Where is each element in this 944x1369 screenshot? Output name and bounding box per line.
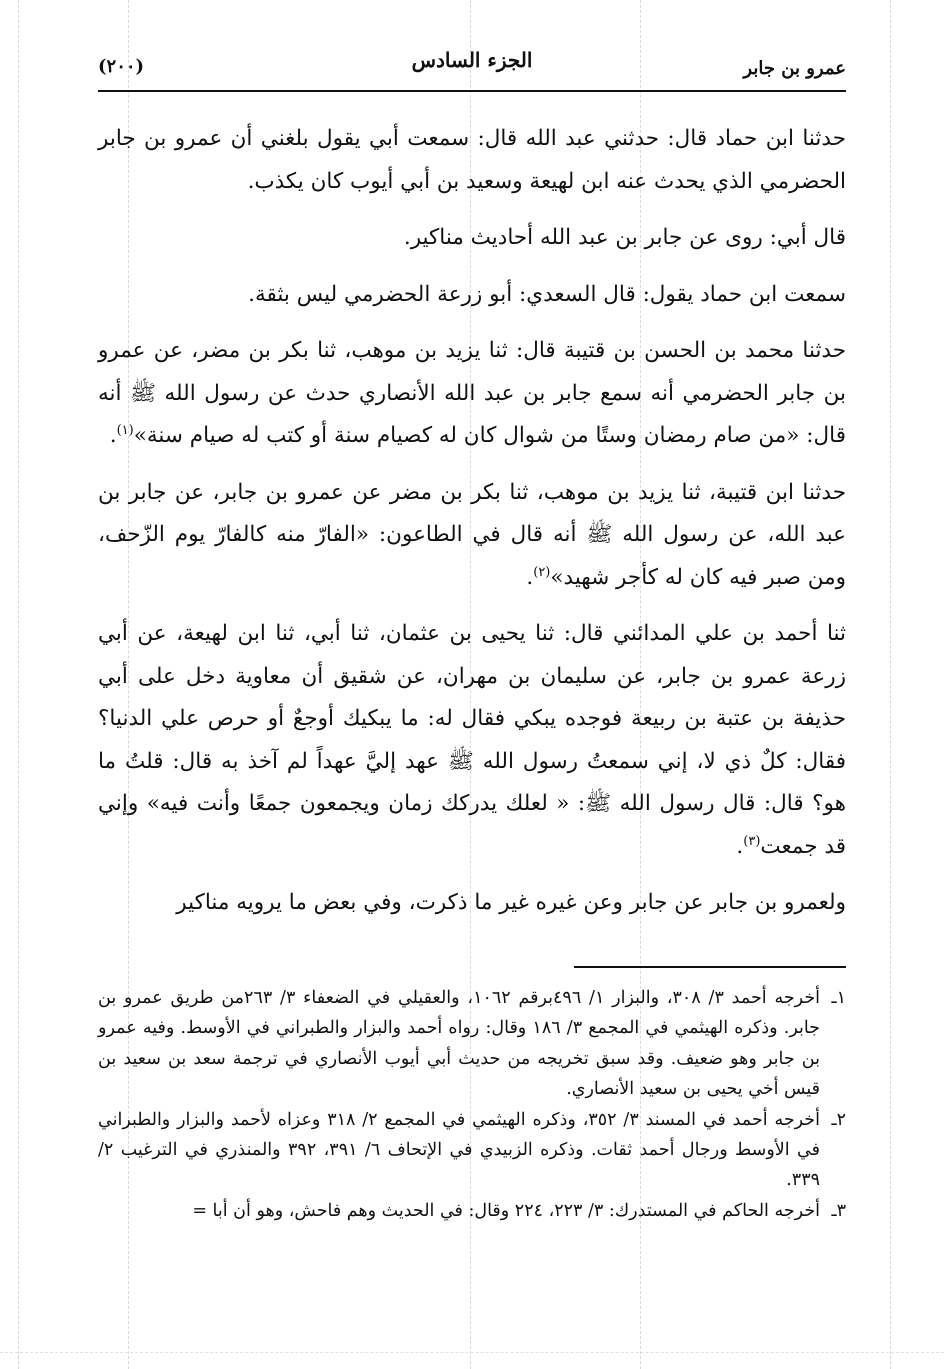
page-number: (٢٠٠) [98,56,145,77]
scan-guide [18,0,19,1369]
footnote [98,1105,846,1196]
paragraph: حدثنا ابن حماد قال: حدثني عبد الله قال: سمعت أبي يقول بلغني أن عمرو بن جابر الحضرمي الذي يحدث عنه ابن لهيعة وسعيد بن أبي أيوب كان يكذب. [98,126,846,194]
footnote [98,1196,846,1226]
scan-guide [890,0,891,1369]
header-rule [98,90,846,92]
running-head-section: عمرو بن جابر [743,58,846,79]
main-text [98,118,846,939]
footnote-number: ١ـ [831,988,846,1008]
paragraph: قال أبي: روى عن جابر بن عبد الله أحاديث مناكير. [403,225,846,250]
footnote-text: أخرجه أحمد ٣/ ٣٠٨، والبزار ١/ ٤٩٦برقم ١٠٦٢، والعقيلي في الضعفاء ٣/ ٢٦٣من طريق عمرو بن جابر. وذكره الهيثمي في المجمع ٣/ ١٨٦ وقال: رواه أحمد والبزار والطبراني في الأوسط. وفيه عمرو بن جابر وهو ضعيف. وقد سبق تخريجه من حديث أبي أيوب الأنصاري في ترجمة سعد بن سعيد بن قيس أخي يحيى بن سعيد الأنصاري. [98,988,821,1100]
footnote-number: ٢ـ [831,1109,846,1130]
paragraph: سمعت ابن حماد يقول: قال السعدي: أبو زرعة الحضرمي ليس بثقة. [248,281,846,307]
footnotes [98,983,846,1226]
footnote-text: أخرجه الحاكم في المستدرك: ٣/ ٢٢٣، ٢٢٤ وقال: في الحديث وهم فاحش، وهو أن أبا = [192,1200,820,1221]
page-header [98,48,846,88]
footnote-rule [574,966,846,968]
running-head-volume: الجزء السادس [411,48,533,72]
paragraph: ولعمرو بن جابر عن جابر وعن غيره غير ما ذكرت، وفي بعض ما يرويه مناكير [176,890,846,915]
footnote [98,983,846,1105]
footnote-marker: (١) [116,422,134,438]
paragraph-text: حدثنا محمد بن الحسن بن قتيبة قال: ثنا يزيد بن موهب، ثنا بكر بن مضر، عن عمرو بن جابر الحضرمي أنه سمع جابر بن عبد الله الأنصاري حدث عن رسول الله ﷺ أنه قال: «من صام رمضان وستًا من شوال كان له كصيام سنة أو كتب له صيام سنة» [98,338,846,448]
footnote-text: أخرجه أحمد في المسند ٣/ ٣٥٢، وذكره الهيثمي في المجمع ٢/ ٣١٨ وعزاه لأحمد والبزار والطبراني في الأوسط ورجال أحمد ثقات. وذكره الزبيدي في الإتحاف ٦/ ٣٩١، ٣٩٢ والمنذري في الترغيب ٢/ ٣٣٩. [98,1109,820,1191]
paragraph: ثنا أحمد بن علي المدائني قال: ثنا يحيى بن عثمان، ثنا أبي، ثنا ابن لهيعة، عن أبي زرعة عمرو بن جابر، عن سليمان بن مهران، عن شقيق أن معاوية دخل على أبي حذيفة بن عتبة بن ربيعة فوجده يبكي فقال له: ما يبكيك أوجعٌ أو حرص علي الدنيا؟ فقال: كلٌ ذي لا، إني سمعتُ رسول الله ﷺ عهد إليَّ عهداً لم آخذ به قال: قلتُ ما هو؟ قال: قال رسول الله ﷺ: « لعلك يدركك زمان ويجمعون جمعًا وأنت فيه» وإني قد جمعت$^{(٣)}$. [98,621,846,859]
scan-guide [0,1352,944,1353]
footnote-marker: (٣) [743,833,761,849]
paragraph-text: ثنا أحمد بن علي المدائني قال: ثنا يحيى بن عثمان، ثنا أبي، ثنا ابن لهيعة، عن أبي زرعة عمرو بن جابر، عن سليمان بن مهران، عن شقيق أن معاوية دخل على أبي حذيفة بن عتبة بن ربيعة فوجده يبكي فقال له: ما يبكيك أوجعٌ أو حرص علي الدنيا؟ فقال: كلٌ ذي لا، إني سمعتُ رسول الله ﷺ عهد إليَّ عهداً لم آخذ به قال: قلتُ ما هو؟ قال: قال رسول الله ﷺ: « لعلك يدركك زمان ويجمعون جمعًا وأنت فيه» وإني قد جمعت [98,621,846,859]
paragraph-text: حدثنا ابن قتيبة، ثنا يزيد بن موهب، ثنا بكر بن مضر عن عمرو بن جابر، عن جابر بن عبد الله، عن رسول الله ﷺ أنه قال في الطاعون: «الفارّ منه كالفارّ يوم الزّحف، ومن صبر فيه كان له كأجر شهيد» [98,479,846,590]
footnote-number: ٣ـ [831,1200,846,1221]
paragraph: حدثنا ابن قتيبة، ثنا يزيد بن موهب، ثنا بكر بن مضر عن عمرو بن جابر، عن جابر بن عبد الله، عن رسول الله ﷺ أنه قال في الطاعون: «الفارّ منه كالفارّ يوم الزّحف، ومن صبر فيه كان له كأجر شهيد»$^{(٢)}$. [98,479,846,590]
paragraph: حدثنا محمد بن الحسن بن قتيبة قال: ثنا يزيد بن موهب، ثنا بكر بن مضر، عن عمرو بن جابر الحضرمي أنه سمع جابر بن عبد الله الأنصاري حدث عن رسول الله ﷺ أنه قال: «من صام رمضان وستًا من شوال كان له كصيام سنة أو كتب له صيام سنة»$^{(١)}$. [98,338,846,448]
footnote-marker: (٢) [533,564,551,580]
